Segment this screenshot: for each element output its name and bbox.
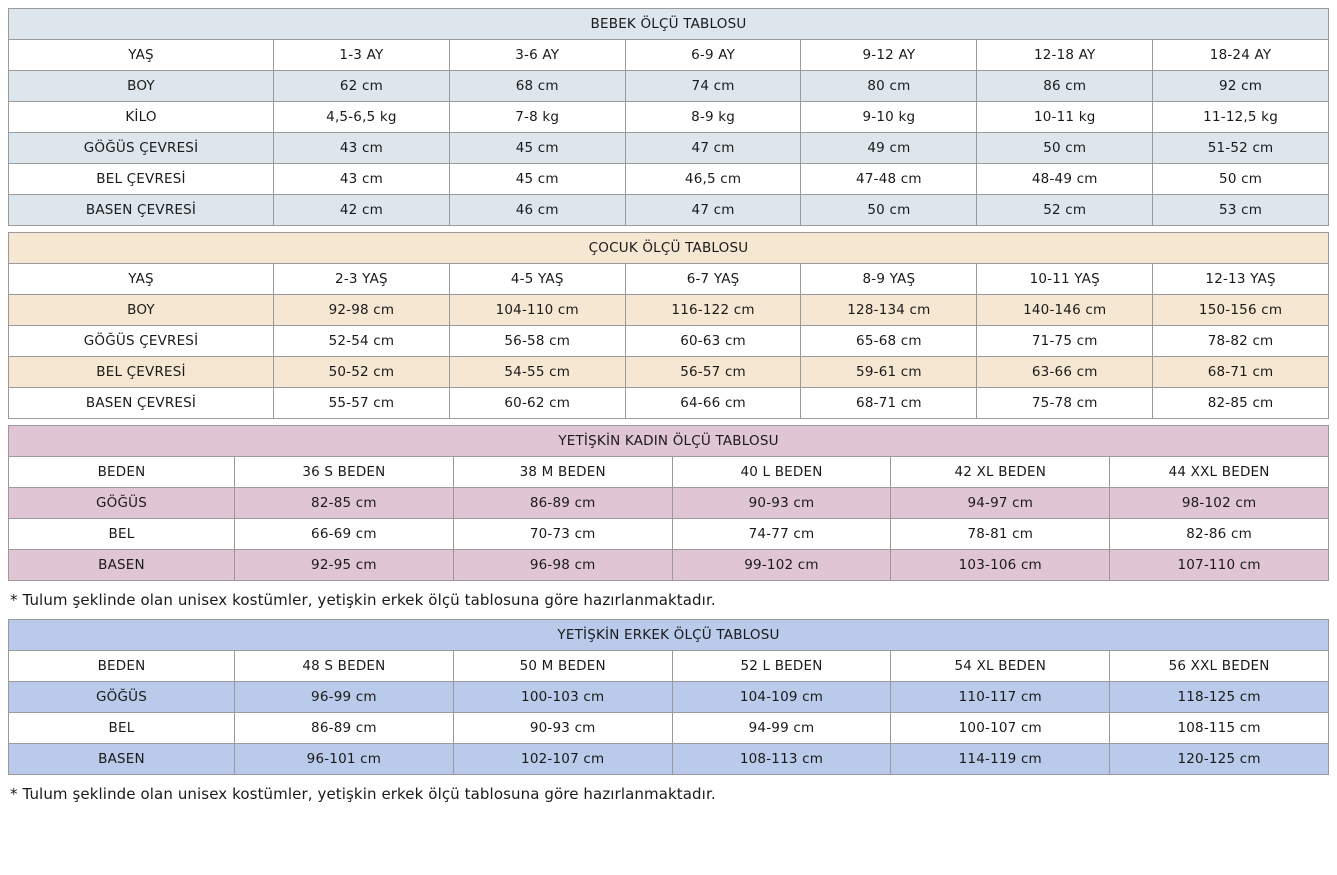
data-cell: 102-107 cm <box>453 744 672 775</box>
data-cell: 94-97 cm <box>891 488 1110 519</box>
data-cell: 150-156 cm <box>1153 295 1329 326</box>
data-cell: 140-146 cm <box>977 295 1153 326</box>
table-row <box>9 357 1329 388</box>
data-cell: 66-69 cm <box>235 519 454 550</box>
data-cell: 108-115 cm <box>1110 713 1329 744</box>
row-label: BASEN ÇEVRESİ <box>9 388 274 419</box>
data-cell: 9-10 kg <box>801 102 977 133</box>
header-cell: 2-3 YAŞ <box>274 264 450 295</box>
data-cell: 92-98 cm <box>274 295 450 326</box>
data-cell: 11-12,5 kg <box>1153 102 1329 133</box>
data-cell: 80 cm <box>801 71 977 102</box>
header-cell: 50 M BEDEN <box>453 651 672 682</box>
header-cell: 1-3 AY <box>274 40 450 71</box>
table-row <box>9 295 1329 326</box>
data-cell: 10-11 kg <box>977 102 1153 133</box>
data-cell: 86 cm <box>977 71 1153 102</box>
data-cell: 59-61 cm <box>801 357 977 388</box>
data-cell: 90-93 cm <box>453 713 672 744</box>
data-cell: 108-113 cm <box>672 744 891 775</box>
table-row <box>9 682 1329 713</box>
table-row <box>9 326 1329 357</box>
data-cell: 96-99 cm <box>235 682 454 713</box>
data-cell: 104-109 cm <box>672 682 891 713</box>
data-cell: 7-8 kg <box>449 102 625 133</box>
data-cell: 92 cm <box>1153 71 1329 102</box>
men-size-table <box>8 619 1329 775</box>
men-table-footnote: * Tulum şeklinde olan unisex kostümler, yetişkin erkek ölçü tablosuna göre hazırlanmaktadır. <box>10 785 716 803</box>
data-cell: 75-78 cm <box>977 388 1153 419</box>
data-cell: 55-57 cm <box>274 388 450 419</box>
header-cell: 52 L BEDEN <box>672 651 891 682</box>
table-row <box>9 488 1329 519</box>
header-cell: 3-6 AY <box>449 40 625 71</box>
data-cell: 52 cm <box>977 195 1153 226</box>
header-cell: 44 XXL BEDEN <box>1110 457 1329 488</box>
data-cell: 64-66 cm <box>625 388 801 419</box>
row-label: BEL ÇEVRESİ <box>9 164 274 195</box>
data-cell: 107-110 cm <box>1110 550 1329 581</box>
data-cell: 86-89 cm <box>453 488 672 519</box>
data-cell: 86-89 cm <box>235 713 454 744</box>
table-header-row <box>9 264 1329 295</box>
baby-table-title: BEBEK ÖLÇÜ TABLOSU <box>9 9 1329 40</box>
child-table-title: ÇOCUK ÖLÇÜ TABLOSU <box>9 233 1329 264</box>
row-label: BOY <box>9 71 274 102</box>
header-cell: 56 XXL BEDEN <box>1110 651 1329 682</box>
table-row <box>9 713 1329 744</box>
table-title-row <box>9 620 1329 651</box>
data-cell: 96-101 cm <box>235 744 454 775</box>
header-cell: 36 S BEDEN <box>235 457 454 488</box>
row-label: BEL <box>9 713 235 744</box>
data-cell: 78-82 cm <box>1153 326 1329 357</box>
data-cell: 43 cm <box>274 133 450 164</box>
data-cell: 8-9 kg <box>625 102 801 133</box>
women-table-footnote: * Tulum şeklinde olan unisex kostümler, yetişkin erkek ölçü tablosuna göre hazırlanmaktadır. <box>10 591 716 609</box>
header-cell: 48 S BEDEN <box>235 651 454 682</box>
header-cell: YAŞ <box>9 40 274 71</box>
data-cell: 128-134 cm <box>801 295 977 326</box>
data-cell: 120-125 cm <box>1110 744 1329 775</box>
data-cell: 98-102 cm <box>1110 488 1329 519</box>
data-cell: 45 cm <box>449 164 625 195</box>
data-cell: 100-107 cm <box>891 713 1110 744</box>
header-cell: 12-18 AY <box>977 40 1153 71</box>
data-cell: 70-73 cm <box>453 519 672 550</box>
data-cell: 96-98 cm <box>453 550 672 581</box>
women-table-title: YETİŞKİN KADIN ÖLÇÜ TABLOSU <box>9 426 1329 457</box>
header-cell: 12-13 YAŞ <box>1153 264 1329 295</box>
row-label: BASEN ÇEVRESİ <box>9 195 274 226</box>
table-row <box>9 744 1329 775</box>
data-cell: 53 cm <box>1153 195 1329 226</box>
header-cell: 18-24 AY <box>1153 40 1329 71</box>
row-label: BASEN <box>9 744 235 775</box>
baby-size-table <box>8 8 1329 226</box>
data-cell: 45 cm <box>449 133 625 164</box>
table-title-row <box>9 9 1329 40</box>
table-header-row <box>9 651 1329 682</box>
header-cell: 8-9 YAŞ <box>801 264 977 295</box>
child-size-table <box>8 232 1329 419</box>
row-label: GÖĞÜS <box>9 682 235 713</box>
header-cell: 38 M BEDEN <box>453 457 672 488</box>
data-cell: 46 cm <box>449 195 625 226</box>
table-title-row <box>9 233 1329 264</box>
row-label: GÖĞÜS ÇEVRESİ <box>9 326 274 357</box>
data-cell: 46,5 cm <box>625 164 801 195</box>
data-cell: 47 cm <box>625 195 801 226</box>
header-cell: BEDEN <box>9 457 235 488</box>
data-cell: 50 cm <box>1153 164 1329 195</box>
table-row <box>9 388 1329 419</box>
data-cell: 116-122 cm <box>625 295 801 326</box>
data-cell: 100-103 cm <box>453 682 672 713</box>
data-cell: 43 cm <box>274 164 450 195</box>
data-cell: 114-119 cm <box>891 744 1110 775</box>
row-label: BEL <box>9 519 235 550</box>
data-cell: 60-63 cm <box>625 326 801 357</box>
header-cell: 4-5 YAŞ <box>449 264 625 295</box>
data-cell: 62 cm <box>274 71 450 102</box>
row-label: KİLO <box>9 102 274 133</box>
data-cell: 99-102 cm <box>672 550 891 581</box>
row-label: BOY <box>9 295 274 326</box>
header-cell: YAŞ <box>9 264 274 295</box>
data-cell: 74-77 cm <box>672 519 891 550</box>
data-cell: 68 cm <box>449 71 625 102</box>
data-cell: 103-106 cm <box>891 550 1110 581</box>
data-cell: 68-71 cm <box>801 388 977 419</box>
row-label: GÖĞÜS <box>9 488 235 519</box>
data-cell: 104-110 cm <box>449 295 625 326</box>
table-row <box>9 519 1329 550</box>
data-cell: 90-93 cm <box>672 488 891 519</box>
data-cell: 82-85 cm <box>235 488 454 519</box>
data-cell: 92-95 cm <box>235 550 454 581</box>
table-row <box>9 71 1329 102</box>
table-row <box>9 550 1329 581</box>
header-cell: 6-9 AY <box>625 40 801 71</box>
row-label: BEL ÇEVRESİ <box>9 357 274 388</box>
data-cell: 94-99 cm <box>672 713 891 744</box>
table-title-row <box>9 426 1329 457</box>
data-cell: 56-58 cm <box>449 326 625 357</box>
data-cell: 110-117 cm <box>891 682 1110 713</box>
table-header-row <box>9 40 1329 71</box>
data-cell: 52-54 cm <box>274 326 450 357</box>
data-cell: 63-66 cm <box>977 357 1153 388</box>
data-cell: 78-81 cm <box>891 519 1110 550</box>
table-row <box>9 195 1329 226</box>
data-cell: 71-75 cm <box>977 326 1153 357</box>
table-row <box>9 164 1329 195</box>
data-cell: 48-49 cm <box>977 164 1153 195</box>
data-cell: 51-52 cm <box>1153 133 1329 164</box>
men-table-title: YETİŞKİN ERKEK ÖLÇÜ TABLOSU <box>9 620 1329 651</box>
table-row <box>9 102 1329 133</box>
data-cell: 60-62 cm <box>449 388 625 419</box>
row-label: BASEN <box>9 550 235 581</box>
header-cell: 42 XL BEDEN <box>891 457 1110 488</box>
header-cell: 54 XL BEDEN <box>891 651 1110 682</box>
data-cell: 118-125 cm <box>1110 682 1329 713</box>
data-cell: 50-52 cm <box>274 357 450 388</box>
header-cell: 6-7 YAŞ <box>625 264 801 295</box>
data-cell: 42 cm <box>274 195 450 226</box>
header-cell: BEDEN <box>9 651 235 682</box>
data-cell: 47 cm <box>625 133 801 164</box>
data-cell: 47-48 cm <box>801 164 977 195</box>
row-label: GÖĞÜS ÇEVRESİ <box>9 133 274 164</box>
header-cell: 10-11 YAŞ <box>977 264 1153 295</box>
table-row <box>9 133 1329 164</box>
data-cell: 4,5-6,5 kg <box>274 102 450 133</box>
data-cell: 82-85 cm <box>1153 388 1329 419</box>
data-cell: 50 cm <box>801 195 977 226</box>
data-cell: 82-86 cm <box>1110 519 1329 550</box>
women-size-table <box>8 425 1329 581</box>
data-cell: 50 cm <box>977 133 1153 164</box>
data-cell: 56-57 cm <box>625 357 801 388</box>
data-cell: 54-55 cm <box>449 357 625 388</box>
data-cell: 49 cm <box>801 133 977 164</box>
data-cell: 68-71 cm <box>1153 357 1329 388</box>
table-header-row <box>9 457 1329 488</box>
data-cell: 65-68 cm <box>801 326 977 357</box>
data-cell: 74 cm <box>625 71 801 102</box>
header-cell: 40 L BEDEN <box>672 457 891 488</box>
header-cell: 9-12 AY <box>801 40 977 71</box>
